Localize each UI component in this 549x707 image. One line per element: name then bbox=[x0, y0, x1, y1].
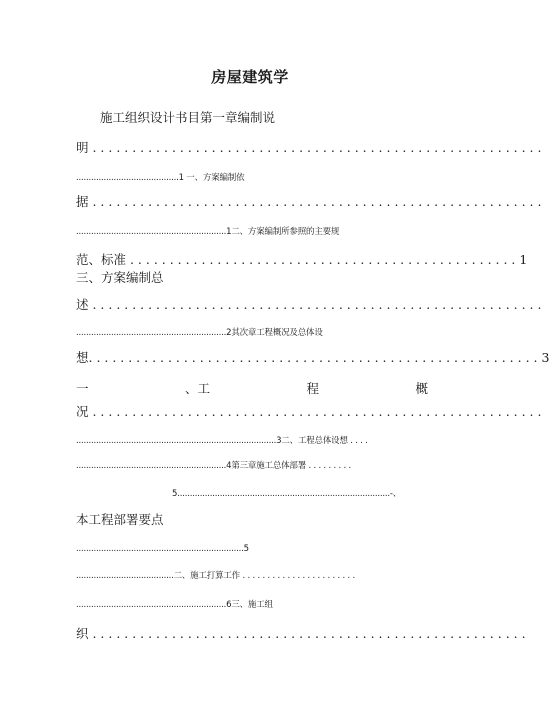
toc-line-19: ............................................................6三、施工组 bbox=[76, 600, 273, 610]
toc-line-8: 述 . . . . . . . . . . . . . . . . . . . . . . . . . . . . . . . . . . . . . . . . . . . . . . . . . . . . . . . . . bbox=[76, 297, 542, 312]
toc-line-5: ............................................................1二、方案编制所参照的主要规 bbox=[76, 227, 340, 237]
toc-line-20: 织 . . . . . . . . . . . . . . . . . . . . . . . . . . . . . . . . . . . . . . . . . . . . . . . . . . . . . . . bbox=[76, 626, 526, 641]
toc-line-6: 范、标准 . . . . . . . . . . . . . . . . . . . . . . . . . . . . . . . . . . . . . . . . . . . . . . . . . 1 bbox=[76, 252, 528, 267]
toc-line-9: ............................................................2其次章工程概况及总体设 bbox=[76, 328, 323, 338]
spread-char-3: 程 bbox=[306, 381, 319, 396]
toc-line-18: .......................................二、施工打算工作 . . . . . . . . . . . . . . . . . . . . . . . bbox=[76, 571, 356, 581]
toc-line-15: 5.....................................................................................-、 bbox=[172, 489, 402, 499]
toc-line-4: 据 . . . . . . . . . . . . . . . . . . . . . . . . . . . . . . . . . . . . . . . . . . . . . . . . . . . . . . . . . bbox=[76, 194, 542, 209]
toc-line-12: 况 . . . . . . . . . . . . . . . . . . . . . . . . . . . . . . . . . . . . . . . . . . . . . . . . . . . . . . . . . bbox=[76, 404, 542, 419]
toc-line-17: ...................................................................5 bbox=[76, 544, 249, 554]
toc-line-3-text: .........................................1 一、方案编制依 bbox=[76, 173, 245, 183]
spread-char-4: 概 bbox=[415, 381, 428, 396]
toc-line-14: ............................................................4第三章施工总体部署 . . . . . . . . . bbox=[76, 461, 352, 471]
spread-char-2: 、工 bbox=[184, 381, 210, 396]
spread-char-1: 一 bbox=[76, 381, 89, 396]
toc-line-1: 施工组织设计书目第一章编制说 bbox=[100, 110, 276, 125]
document-title: 房屋建筑学 bbox=[211, 68, 289, 86]
toc-line-11-spread bbox=[76, 381, 428, 397]
toc-line-16: 本工程部署要点 bbox=[76, 512, 164, 527]
toc-line-3 bbox=[76, 170, 428, 186]
toc-line-2: 明 . . . . . . . . . . . . . . . . . . . . . . . . . . . . . . . . . . . . . . . . . . . . . . . . . . . . . . . . . bbox=[76, 140, 542, 155]
toc-line-7: 三、方案编制总 bbox=[76, 270, 164, 285]
toc-line-13: ................................................................................3二、工程总体设想 . . . . bbox=[76, 436, 368, 446]
toc-line-10: 想. . . . . . . . . . . . . . . . . . . . . . . . . . . . . . . . . . . . . . . . . . . . . . . . . . . . . . . . . 3 bbox=[76, 350, 549, 365]
